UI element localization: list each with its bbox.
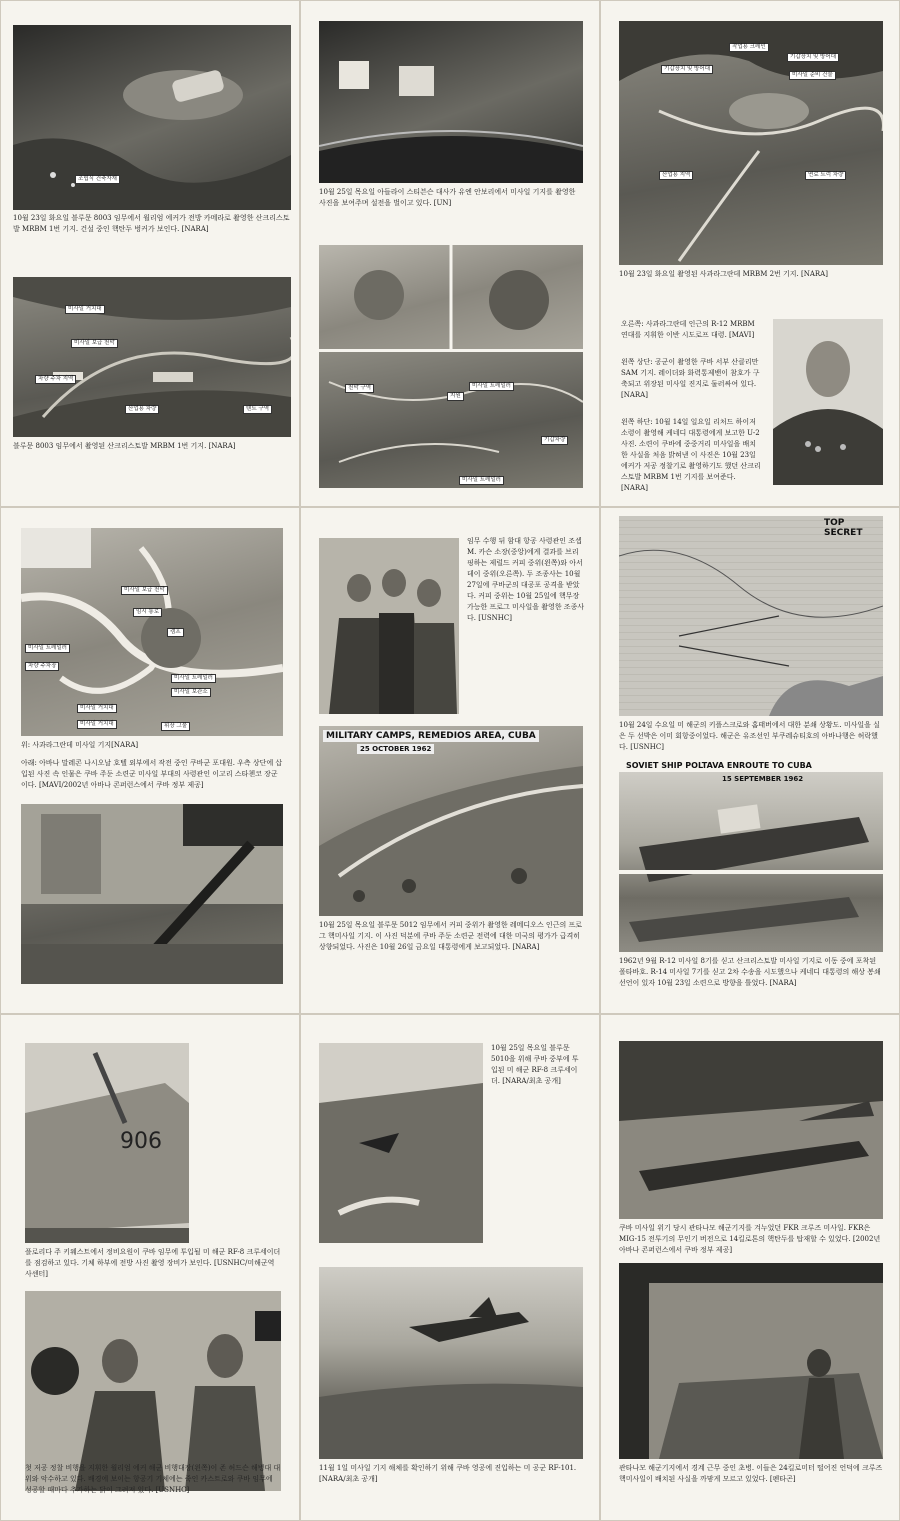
text-block: 왼쪽 하단: 10월 14일 일요일 리처드 하이저 소령이 촬영해 케네디 대통령에게 보고한 U-2 사진. 소련이 쿠바에 중중거리 미사일을 배치한 사실을 처음 밝혀낸 이 사진은 10월 23일 에커가 저공 정찰기로 촬영하기도 했던 산크리스토발 MRBM 1번 기지를 보여준다. [NARA] bbox=[621, 418, 761, 492]
photo-label: 작업용 크레인 bbox=[729, 43, 769, 52]
photo-pilots-briefing bbox=[319, 538, 459, 714]
photo-overlay-title: SOVIET SHIP POLTAVA ENROUTE TO CUBA bbox=[626, 761, 812, 770]
photo-drawing bbox=[773, 319, 883, 485]
photo-rf101-over-coast bbox=[319, 1267, 583, 1459]
caption: 10월 25일 목요일 블루문 5012 임무에서 커피 중위가 촬영한 레메디오스 인근의 프로그 핵미사일 기지. 이 사진 덕분에 쿠바 주둔 소련군 전력에 대한 미국의 평가가 급격히 상향되었다. 사진은 10월 26일 금요일 대통령에게 보고되었다. [NARA] bbox=[319, 921, 582, 951]
page-9 bbox=[600, 1014, 900, 1521]
caption: 위: 사과라그란데 미사일 기지[NARA] bbox=[21, 741, 139, 749]
photo-label: 미사일 거치대 bbox=[77, 704, 117, 713]
photo-label: 연료 트럭 차량 bbox=[805, 171, 846, 180]
photo-label: 미사일 트레일러 bbox=[25, 644, 70, 653]
photo-label: 미사일 보관소 bbox=[171, 688, 211, 697]
photo-label: 지원 bbox=[447, 392, 464, 401]
photo-label: 기갑장치 및 방어대 bbox=[787, 53, 839, 62]
page-2 bbox=[300, 0, 600, 507]
caption: 1962년 9월 R-12 미사일 8기를 싣고 산크리스토발 미사일 기지로 이동 중에 포착된 폴타바호. R-14 미사일 7기를 싣고 2차 수송을 시도했으나 케네디 대통령의 해상 봉쇄 선언이 있자 10월 23일 소련으로 방향을 틀었다. [NARA] bbox=[619, 957, 881, 987]
caption: 플로리다 주 키웨스트에서 정비요원이 쿠바 임무에 투입될 미 해군 RF-8 크루세이더를 점검하고 있다. 기체 하부에 전방 사진 촬영 장비가 보인다. [USNHC/미해군역사센터] bbox=[25, 1248, 281, 1278]
caption: 10월 23일 화요일 촬영된 사과라그란데 MRBM 2번 기지. [NARA] bbox=[619, 270, 828, 278]
photo-label: 기갑장치 및 방어대 bbox=[661, 65, 713, 74]
aerial-photo-rf8-over-cuba bbox=[319, 1043, 483, 1243]
photo-label: 미사일 보급 천막 bbox=[71, 339, 118, 348]
photo-drawing bbox=[319, 538, 459, 714]
photo-drawing bbox=[25, 1043, 189, 1243]
caption: 블루문 8003 임무에서 촬영된 산크리스토발 MRBM 1번 기지. [NARA] bbox=[13, 442, 236, 450]
photo-label: 미사일 트레일러 bbox=[459, 476, 504, 485]
photo-label: 산업용 차량 bbox=[125, 405, 159, 414]
page-5 bbox=[300, 507, 600, 1014]
photo-soviet-ship-poltava bbox=[619, 772, 883, 952]
photo-drawing bbox=[319, 726, 583, 916]
photo-rf8-crusader-maintenance bbox=[25, 1043, 189, 1243]
photo-drawing bbox=[21, 804, 283, 984]
photo-drawing bbox=[319, 1043, 483, 1243]
page-8 bbox=[300, 1014, 600, 1521]
photo-label: 캠프 bbox=[167, 628, 184, 637]
photo-label: 미사일 보급 천막 bbox=[121, 586, 168, 595]
page-1 bbox=[0, 0, 300, 507]
page-3 bbox=[600, 0, 900, 507]
caption: 10월 25일 목요일 아들라이 스티븐슨 대사가 유엔 안보리에서 미사일 기지를 촬영한 사진을 보여주며 설전을 벌이고 있다. [UN] bbox=[319, 188, 576, 207]
page-6 bbox=[600, 507, 900, 1014]
caption: 10월 24일 수요일 미 해군의 키플스크로와 홈태버에서 대한 분쇄 상황도. 미사일을 실은 두 선박은 이미 회항중이었다. 해군은 유조선인 부쿠레슈티호의 아바나행은 허락했다. [USNHC] bbox=[619, 721, 880, 751]
aerial-photo-drawing bbox=[13, 25, 291, 210]
photo-label: 미사일 거치대 bbox=[77, 720, 117, 729]
photo-label: 텐트 구역 bbox=[243, 405, 272, 414]
aerial-photo-sagua-la-grande-site-2 bbox=[619, 21, 883, 265]
aerial-photo-missile-site-bunker bbox=[13, 25, 291, 210]
aerial-photo-missile-trailers bbox=[319, 352, 583, 488]
photo-label: 임시 통로 bbox=[133, 608, 162, 617]
photo-label: 위장 그물 bbox=[161, 722, 190, 731]
photo-label: 미사일 준비 건물 bbox=[789, 71, 836, 80]
photo-drawing bbox=[319, 352, 583, 488]
photo-label: 산업용 지역 bbox=[659, 171, 693, 180]
photo-label: 차량 주차 지역 bbox=[35, 375, 76, 384]
photo-drawing bbox=[319, 21, 583, 183]
photo-pilots-handshake bbox=[25, 1291, 281, 1491]
photo-blockade-situation-map bbox=[619, 516, 883, 716]
photo-label: 미사일 트레일러 bbox=[469, 382, 514, 391]
aerial-photo-sagua-la-grande-missile-base bbox=[21, 528, 283, 736]
portrait-photo-colonel bbox=[773, 319, 883, 485]
photo-drawing bbox=[619, 1263, 883, 1459]
photo-drawing bbox=[619, 772, 883, 952]
text-block: 오른쪽: 사과라그란데 인근의 R-12 MRBM 연대를 지휘한 이반 시도로프 대령. [MAVI] bbox=[621, 320, 755, 339]
caption: 아래: 아바나 말레콘 나시오날 호텔 외부에서 작전 중인 쿠바군 포대원. 우측 상단에 삽입된 사진 속 인물은 쿠바 주둔 소련군 미사일 부대의 사령관인 이고리 스타첸코 장군이다. [MAVI/2002년 아바나 콘퍼런스에서 쿠바 정부 제공] bbox=[21, 759, 283, 789]
caption: 첫 저공 정찰 비행을 지휘한 윌리엄 에커 해군 비행대장(왼쪽)이 존 허드슨 해병대 대위와 악수하고 있다. 배경에 보이는 항공기 기체에는 죽인 카스트로와 쿠바 임무에 성공할 때마다 추가하는 닭이 그려져 있다. [USNHC] bbox=[25, 1464, 281, 1494]
photo-havana-gun-battery bbox=[21, 804, 283, 984]
photo-guantanamo-sentries bbox=[619, 1263, 883, 1459]
text-block: 왼쪽 상단: 공군이 촬영한 쿠바 서부 산클리만 SAM 기지. 레이더와 화력통제밴이 참호가 구축되고 위장된 미사일 진지로 둘러싸여 있다. [NARA] bbox=[621, 358, 760, 399]
top-secret-stamp: TOP SECRET bbox=[824, 518, 863, 538]
photo-drawing bbox=[319, 245, 583, 349]
photo-drawing bbox=[25, 1291, 281, 1491]
photo-drawing bbox=[619, 21, 883, 265]
photo-label: 미사일 거치대 bbox=[65, 305, 105, 314]
photo-drawing bbox=[619, 1041, 883, 1219]
photo-overlay-date: 25 OCTOBER 1962 bbox=[357, 744, 434, 754]
caption: 10월 23일 화요일 블루문 8003 임무에서 윌리엄 에커가 전방 카메라로 촬영한 산크리스토발 MRBM 1번 기지. 건설 중인 핵탄두 벙커가 보인다. [NARA] bbox=[13, 214, 290, 233]
photo-overlay-date: 15 SEPTEMBER 1962 bbox=[722, 775, 804, 783]
photo-label: 기갑차량 bbox=[541, 436, 568, 445]
photo-label: 차량 주차장 bbox=[25, 662, 59, 671]
photo-label: 미사일 트레일러 bbox=[171, 674, 216, 683]
photo-drawing bbox=[21, 528, 283, 736]
aerial-photo-missile-site-overview bbox=[13, 277, 291, 437]
page-4 bbox=[0, 507, 300, 1014]
photo-fkr-cruise-missile bbox=[619, 1041, 883, 1219]
aerial-photo-remedios-military-camps bbox=[319, 726, 583, 916]
caption: 11월 1일 미사일 기지 해체를 확인하기 위해 쿠바 영공에 진입하는 미 공군 RF-101. [NARA/최초 공개] bbox=[319, 1464, 577, 1483]
text-block: 10월 25일 목요일 블루문 5010을 위해 쿠바 중부에 투입된 미 해군 RF-8 크루세이더. [NARA/최초 공개] bbox=[491, 1044, 579, 1085]
photo-un-security-council bbox=[319, 21, 583, 183]
caption: 쿠바 미사일 위기 당시 관타나모 해군기지를 겨누었던 FKR 크루즈 미사일. FKR은 MIG-15 전투기의 무인기 버전으로 14킬로톤의 핵탄두를 탑재할 수 있었다. [2002년 아바나 콘퍼런스에서 쿠바 정부 제공] bbox=[619, 1224, 881, 1254]
photo-overlay-title: MILITARY CAMPS, REMEDIOS AREA, CUBA bbox=[323, 730, 539, 742]
svg-text:906: 906 bbox=[120, 1129, 162, 1154]
text-block: 임무 수행 뒤 함대 항공 사령관인 조셉 M. 카슨 소장(중앙)에게 결과를 브리핑하는 제럴드 커피 중위(왼쪽)와 아서 데이 중위(오른쪽). 두 조종사는 10월 27일에 쿠바군의 대공포 공격을 받았다. 커피 중위는 10월 25일에 핵무장 가능한 프로그 미사일을 촬영한 조종사다. [USNHC] bbox=[467, 537, 585, 622]
caption: 관타나모 해군기지에서 경계 근무 중인 초병. 이들은 24킬로미터 떨어진 언덕에 크루즈 핵미사일이 배치된 사실을 까맣게 모르고 있었다. [펜타곤] bbox=[619, 1464, 883, 1483]
photo-drawing bbox=[319, 1267, 583, 1459]
photo-label: 조립식 건축자재 bbox=[75, 175, 120, 184]
photo-label: 천막 구역 bbox=[345, 384, 374, 393]
photo-drawing bbox=[619, 516, 883, 716]
page-7 bbox=[0, 1014, 300, 1521]
aerial-photo-pair-top bbox=[319, 245, 583, 349]
